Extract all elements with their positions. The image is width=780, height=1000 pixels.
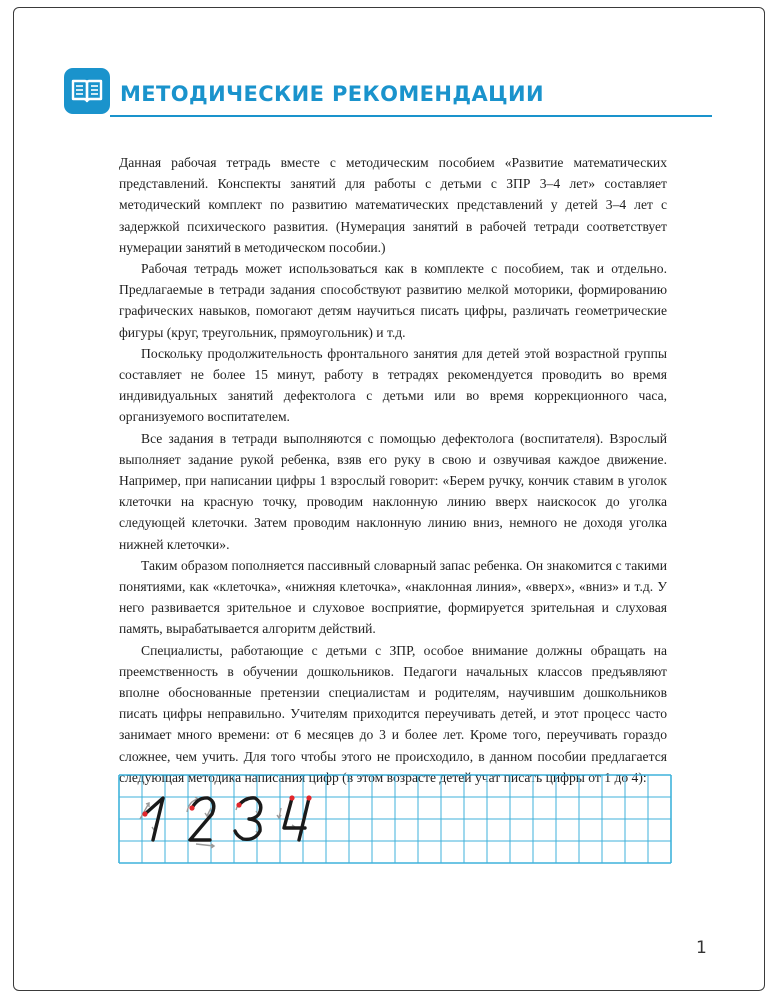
digit-four-start-dot	[289, 795, 294, 800]
paragraph-vocabulary: Таким образом пополняется пассивный словарный запас ребенка. Он знакомится с такими понятиями, как «клеточка», «нижняя клеточка», «наклонная линия», «вверх», «вниз» и т.д. У него развивается зрительное и слуховое восприятие, формируется зрительная и слуховая память, вырабатывается алгоритм действий.	[119, 557, 667, 637]
paragraph-duration: Поскольку продолжительность фронтального занятия для детей этой возрастной группы составляет не более 15 минут, работу в тетрадях рекомендуется проводить во время индивидуальных занятий дефектолога с детьми или во время коррекционного часа, организуемого воспитателем.	[119, 345, 667, 425]
paragraph-continuity: Специалисты, работающие с детьми с ЗПР, особое внимание должны обращать на преемственность в обучении дошкольников. Педагоги начальных классов предъявляют вполне обоснованные претензии специалистам и родителям, научившим дошкольников писать цифры неправильно. Учителям приходится переучивать детей, и этот процесс часто занимает много времени: от 6 месяцев до 3 и более лет. Кроме того, переучивать гораздо сложнее, чем учить. Для того чтобы этого не происходило, в данном пособии предлагается следующая методика написания цифр (в этом возрасте детей учат писать цифры от 1 до 4):	[119, 642, 667, 785]
section-title: МЕТОДИЧЕСКИЕ РЕКОМЕНДАЦИИ	[120, 82, 544, 106]
paragraph-method: Все задания в тетради выполняются с помощью дефектолога (воспитателя). Взрослый выполняет задание рукой ребенка, взяв его руку в свою и озвучивая каждое движение. Например, при написании цифры 1 взрослый говорит: «Берем ручку, кончик ставим в уголок клеточки на красную точку, проводим наклонную линию вверх наискосок до уголка следующей клеточки. Затем проводим наклонную линию вниз, немного не доходя уголка нижней клеточки».	[119, 430, 667, 552]
digit-four-second-dot	[306, 795, 311, 800]
digit-two-start-dot	[189, 805, 194, 810]
paragraph-intro: Данная рабочая тетрадь вместе с методическим пособием «Развитие математических представлений. Конспекты занятий для работы с детьми с ЗПР 3–4 лет» составляет методический комплект по развитию математических представлений у детей 3–4 лет с задержкой психического развития. (Нумерация занятий в рабочей тетради соответствует нумерации занятий в методическом пособии.)	[119, 155, 667, 255]
paragraph-usage: Рабочая тетрадь может использоваться как в комплекте с пособием, так и отдельно. Предлагаемые в тетради задания способствуют развитию мелкой моторики, формированию графических навыков, помогают детям научиться писать цифры, различать геометрические фигуры (круг, треугольник, прямоугольник) и т.д.	[119, 261, 667, 340]
book-icon	[64, 68, 110, 114]
section-header	[64, 68, 712, 120]
digits-writing-grid	[118, 774, 672, 866]
digit-three-start-dot	[236, 802, 241, 807]
page-number: 1	[696, 938, 707, 958]
digit-one-start-dot	[142, 811, 147, 816]
recommendations-text	[119, 152, 667, 788]
title-underline	[110, 115, 712, 117]
grid-lines	[119, 775, 671, 863]
